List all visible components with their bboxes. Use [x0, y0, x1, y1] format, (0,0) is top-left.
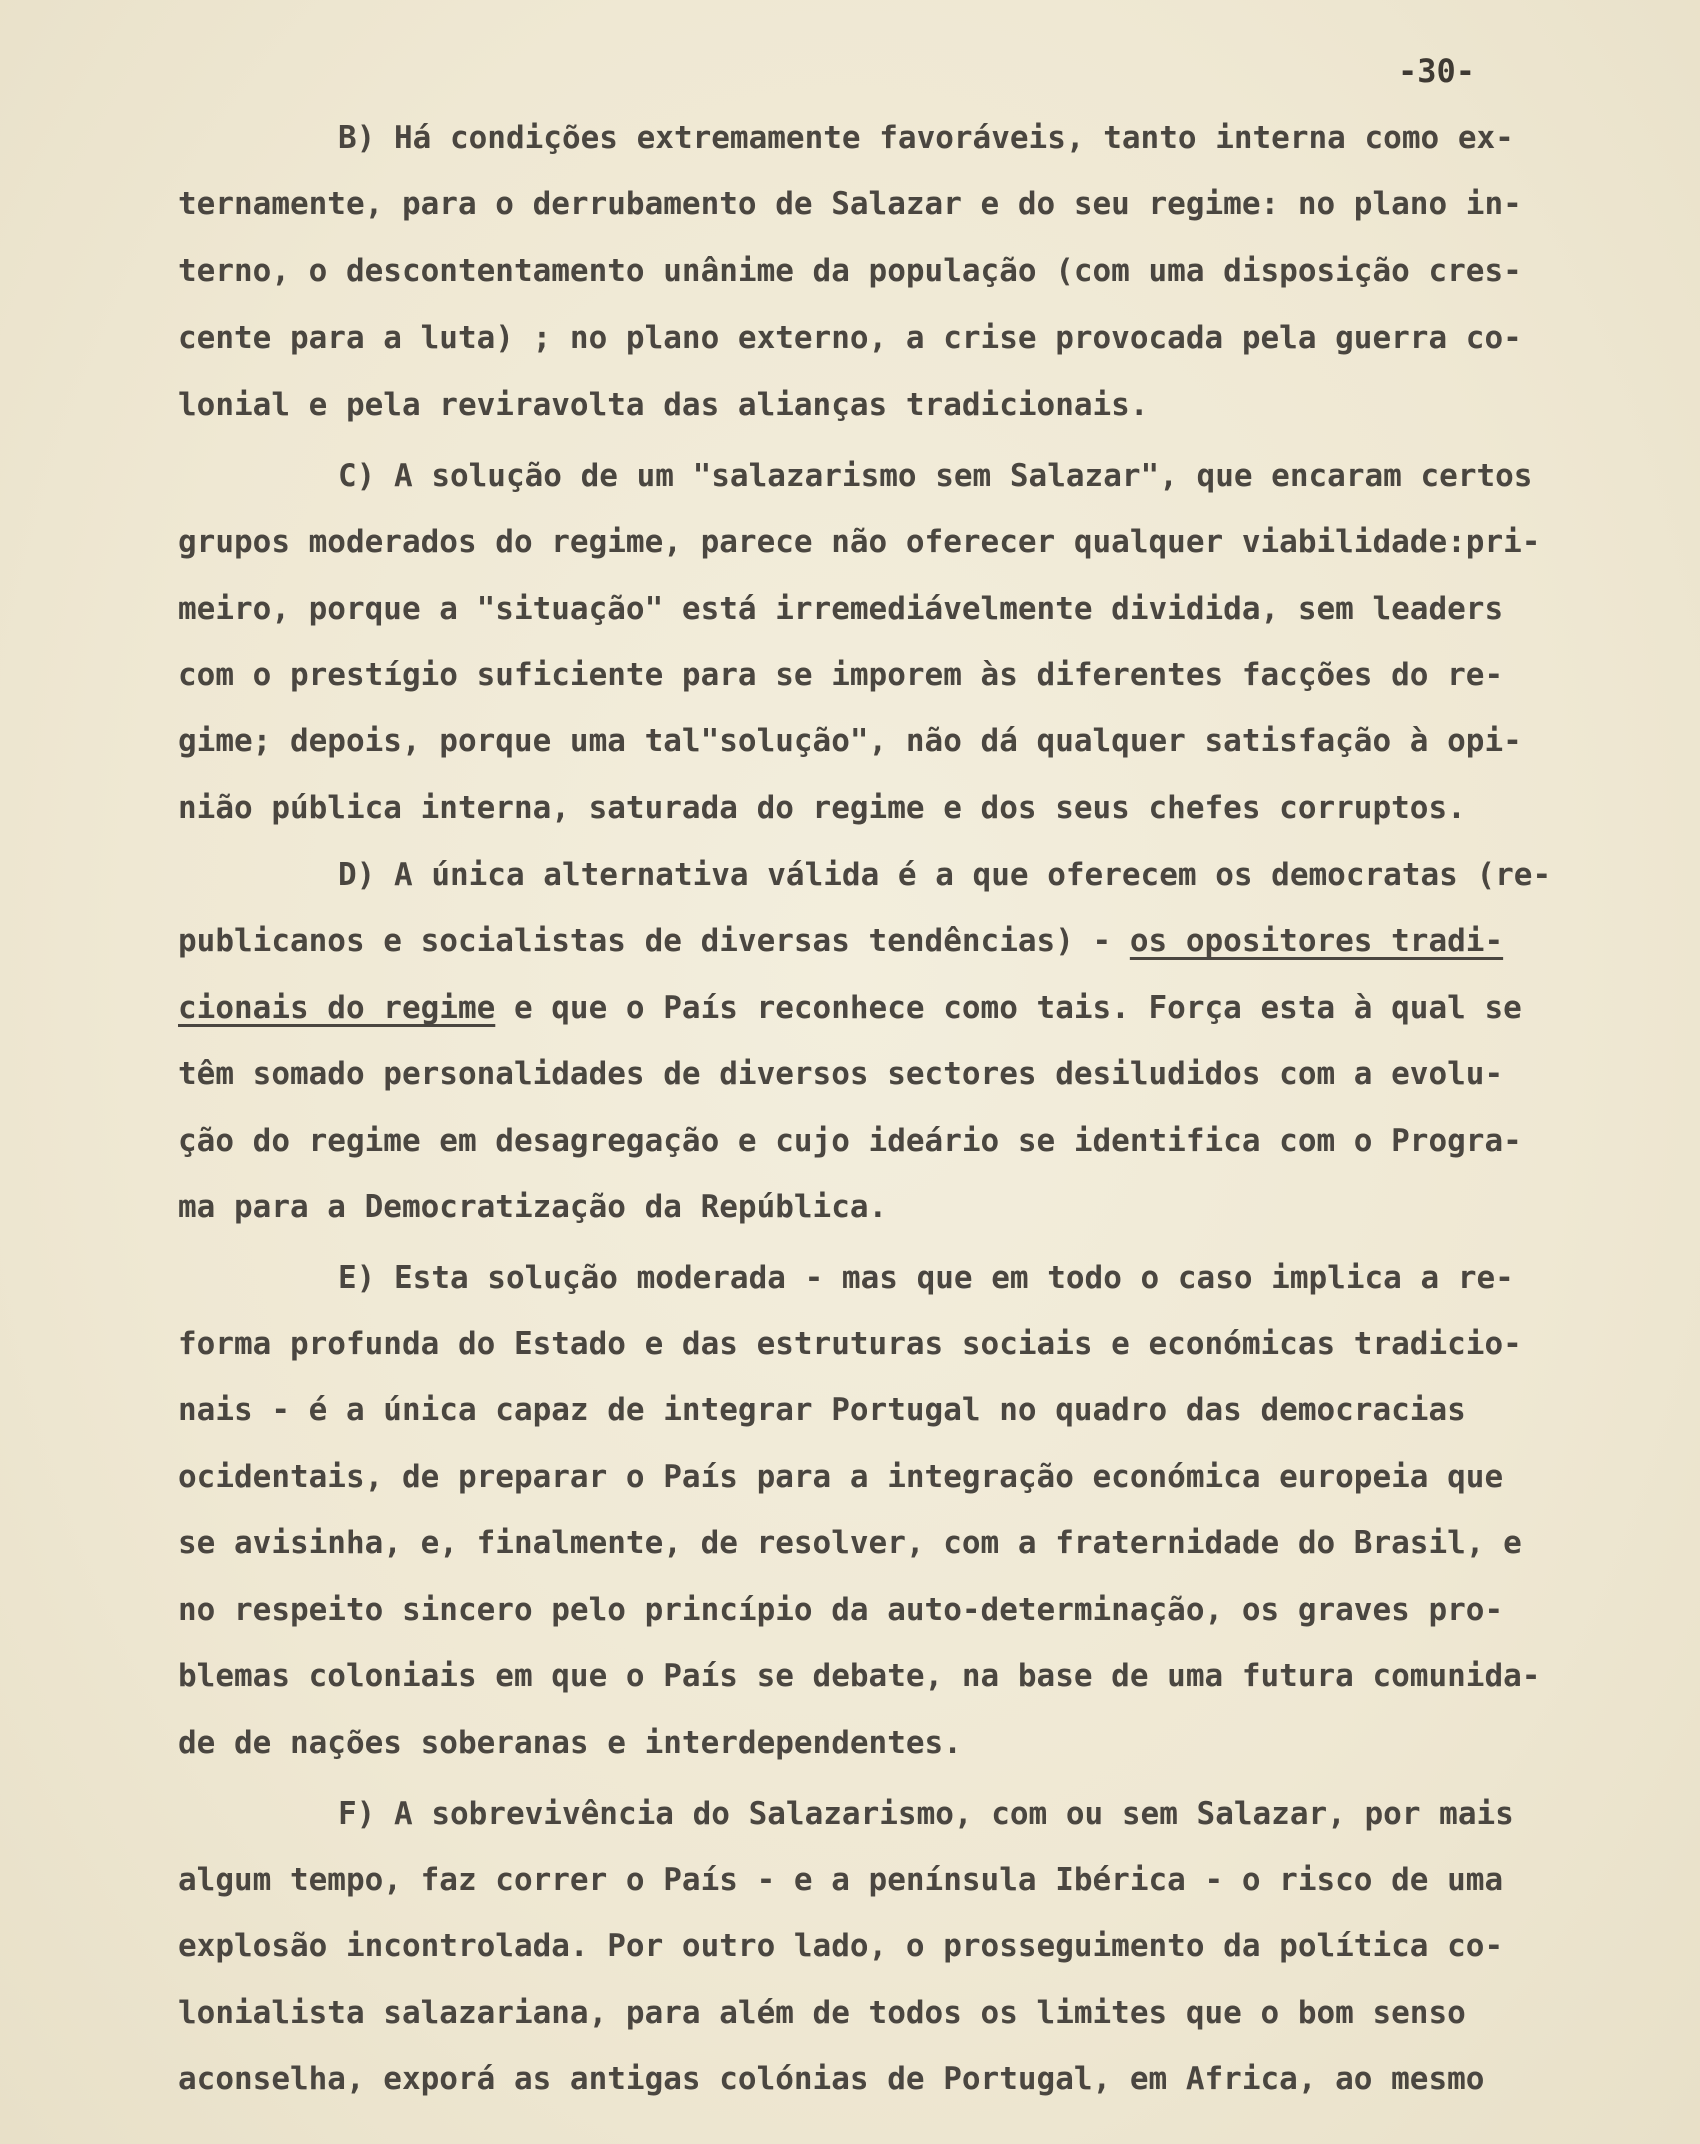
text-line-8: meiro, porque a "situação" está irremediávelmente dividida, sem leaders [178, 591, 1504, 627]
text-line-7: grupos moderados do regime, parece não oferecer qualquer viabilidade:pri- [178, 524, 1541, 560]
text-line-28: explosão incontrolada. Por outro lado, o prosseguimento da política co- [178, 1928, 1504, 1964]
text-line-1: B) Há condições extremamente favoráveis, tanto interna como ex- [338, 120, 1514, 156]
text-line-4: cente para a luta) ; no plano externo, a crise provocada pela guerra co- [178, 320, 1522, 356]
text-line-22: se avisinha, e, finalmente, de resolver, com a fraternidade do Brasil, e [178, 1525, 1522, 1561]
text-line-13-plain: publicanos e socialistas de diversas tendências) - [178, 923, 1130, 959]
text-line-10: gime; depois, porque uma tal"solução", não dá qualquer satisfação à opi- [178, 723, 1522, 759]
text-line-30: aconselha, exporá as antigas colónias de Portugal, em Africa, ao mesmo [178, 2061, 1485, 2097]
text-line-24: blemas coloniais em que o País se debate, na base de uma futura comunida- [178, 1658, 1541, 1694]
text-line-5: lonial e pela reviravolta das alianças tradicionais. [178, 387, 1149, 423]
text-line-19: forma profunda do Estado e das estruturas sociais e económicas tradicio- [178, 1326, 1522, 1362]
text-line-15: têm somado personalidades de diversos sectores desiludidos com a evolu- [178, 1056, 1504, 1092]
text-line-6: C) A solução de um "salazarismo sem Salazar", que encaram certos [338, 458, 1533, 494]
text-line-27: algum tempo, faz correr o País - e a península Ibérica - o risco de uma [178, 1862, 1504, 1898]
text-line-25: de de nações soberanas e interdependentes. [178, 1725, 962, 1761]
text-line-16: ção do regime em desagregação e cujo ideário se identifica com o Progra- [178, 1123, 1522, 1159]
text-line-14 [178, 986, 1522, 1030]
underlined-phrase-end: cionais do regime [178, 990, 496, 1026]
page-number: -30- [1398, 52, 1476, 90]
text-line-12: D) A única alternativa válida é a que oferecem os democratas (re- [338, 857, 1552, 893]
text-line-21: ocidentais, de preparar o País para a integração económica europeia que [178, 1459, 1504, 1495]
text-line-13 [178, 919, 1503, 963]
text-line-3: terno, o descontentamento unânime da população (com uma disposição cres- [178, 253, 1522, 289]
text-line-18: E) Esta solução moderada - mas que em todo o caso implica a re- [338, 1260, 1514, 1296]
text-line-17: ma para a Democratização da República. [178, 1189, 888, 1225]
text-line-14-plain: e que o País reconhece como tais. Força esta à qual se [495, 990, 1522, 1026]
text-line-26: F) A sobrevivência do Salazarismo, com ou sem Salazar, por mais [338, 1796, 1514, 1832]
text-line-2: ternamente, para o derrubamento de Salazar e do seu regime: no plano in- [178, 186, 1522, 222]
text-line-11: nião pública interna, saturada do regime e dos seus chefes corruptos. [178, 790, 1466, 826]
underlined-phrase-start: os opositores tradi- [1129, 923, 1504, 959]
text-line-20: nais - é a única capaz de integrar Portugal no quadro das democracias [178, 1392, 1466, 1428]
text-line-23: no respeito sincero pelo princípio da auto-determinação, os graves pro- [178, 1592, 1504, 1628]
text-line-29: lonialista salazariana, para além de todos os limites que o bom senso [178, 1995, 1466, 2031]
text-line-9: com o prestígio suficiente para se imporem às diferentes facções do re- [178, 657, 1504, 693]
